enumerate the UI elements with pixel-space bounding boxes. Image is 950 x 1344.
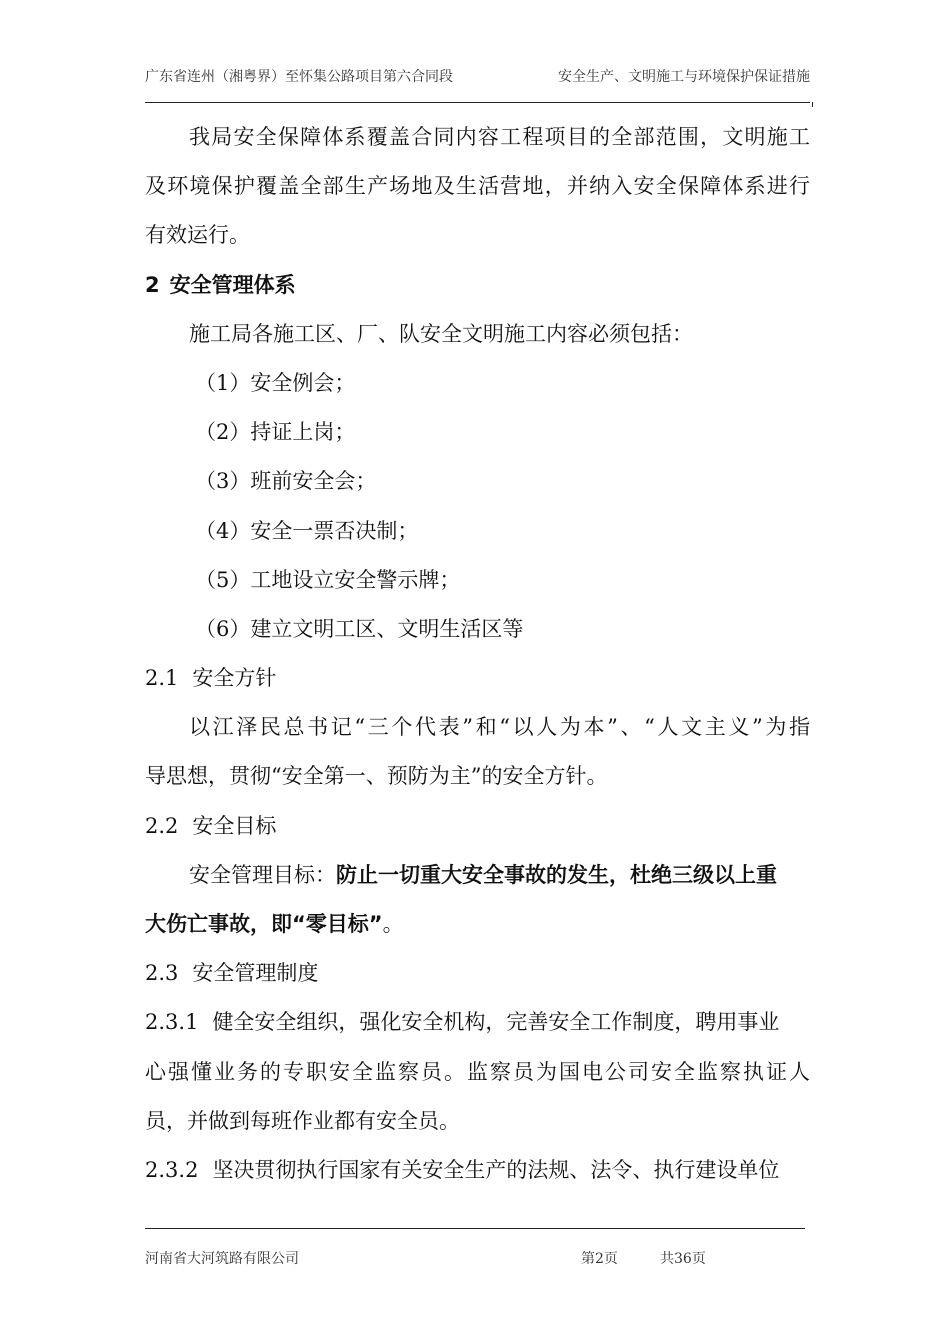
header-project-title: 广东省连州（湘粤界）至怀集公路项目第六合同段 [145, 69, 453, 85]
list-item: （5）工地设立安全警示牌； [195, 567, 461, 592]
section-title: 安全管理制度 [192, 961, 319, 986]
page-header [145, 66, 810, 90]
header-section-title: 安全生产、文明施工与环境保护保证措施 [558, 69, 810, 85]
goal-label: 安全管理目标： [189, 862, 336, 887]
header-rule [145, 102, 810, 103]
section-number: 2.3 [145, 961, 179, 986]
section-number: 2.2 [145, 813, 179, 838]
section-heading-2-3 [145, 949, 810, 998]
paragraph-line [145, 998, 810, 1047]
subsection-text: 健全安全组织，强化安全机构，完善安全工作制度，聘用事业 [212, 1010, 780, 1035]
section-title: 安全方针 [192, 666, 277, 691]
paragraph-line: 我局安全保障体系覆盖合同内容工程项目的全部范围，文明施工 [189, 125, 810, 149]
footer-total-pages: 共36页 [660, 1251, 706, 1267]
list-item: （6）建立文明工区、文明生活区等 [195, 616, 524, 641]
subsection-number: 2.3.2 [145, 1157, 199, 1182]
goal-text: 大伤亡事故，即“零目标” [145, 912, 383, 936]
paragraph-line: 施工局各施工区、厂、队安全文明施工内容必须包括： [189, 321, 693, 346]
goal-end: 。 [382, 912, 404, 936]
paragraph-line [145, 900, 810, 949]
footer-rule [145, 1228, 805, 1229]
section-heading-2 [145, 261, 810, 310]
list-item: （2）持证上岗； [195, 420, 356, 445]
paragraph-line: 导思想，贯彻“安全第一、预防为主”的安全方针。 [145, 764, 608, 789]
footer-company: 河南省大河筑路有限公司 [145, 1251, 299, 1267]
section-title: 安全管理体系 [169, 272, 296, 297]
section-heading-2-2 [145, 802, 810, 851]
footer-page-number: 第2页 [581, 1251, 618, 1267]
list-item: （4）安全一票否决制； [195, 518, 419, 543]
section-heading-2-1 [145, 654, 810, 703]
paragraph-line: 员，并做到每班作业都有安全员。 [145, 1108, 460, 1133]
paragraph-line: 有效运行。 [145, 223, 250, 248]
section-number: 2 [145, 272, 160, 297]
paragraph-line: 心强懂业务的专职安全监察员。监察员为国电公司安全监察执证人 [145, 1059, 810, 1084]
paragraph-line [145, 851, 810, 900]
page-body [145, 113, 810, 1195]
list-item: （1）安全例会； [195, 370, 356, 395]
paragraph-line: 以江泽民总书记“三个代表”和“以人为本”、“人文主义”为指 [189, 715, 810, 740]
paragraph-line [145, 1146, 810, 1195]
subsection-text: 坚决贯彻执行国家有关安全生产的法规、法令、执行建设单位 [212, 1157, 780, 1182]
subsection-number: 2.3.1 [145, 1010, 199, 1035]
paragraph-line: 及环境保护覆盖全部生产场地及生活营地，并纳入安全保障体系进行 [145, 174, 810, 199]
section-title: 安全目标 [192, 813, 277, 838]
list-item: （3）班前安全会； [195, 469, 377, 494]
section-number: 2.1 [145, 666, 179, 691]
goal-text: 防止一切重大安全事故的发生，杜绝三级以上重 [336, 862, 777, 887]
